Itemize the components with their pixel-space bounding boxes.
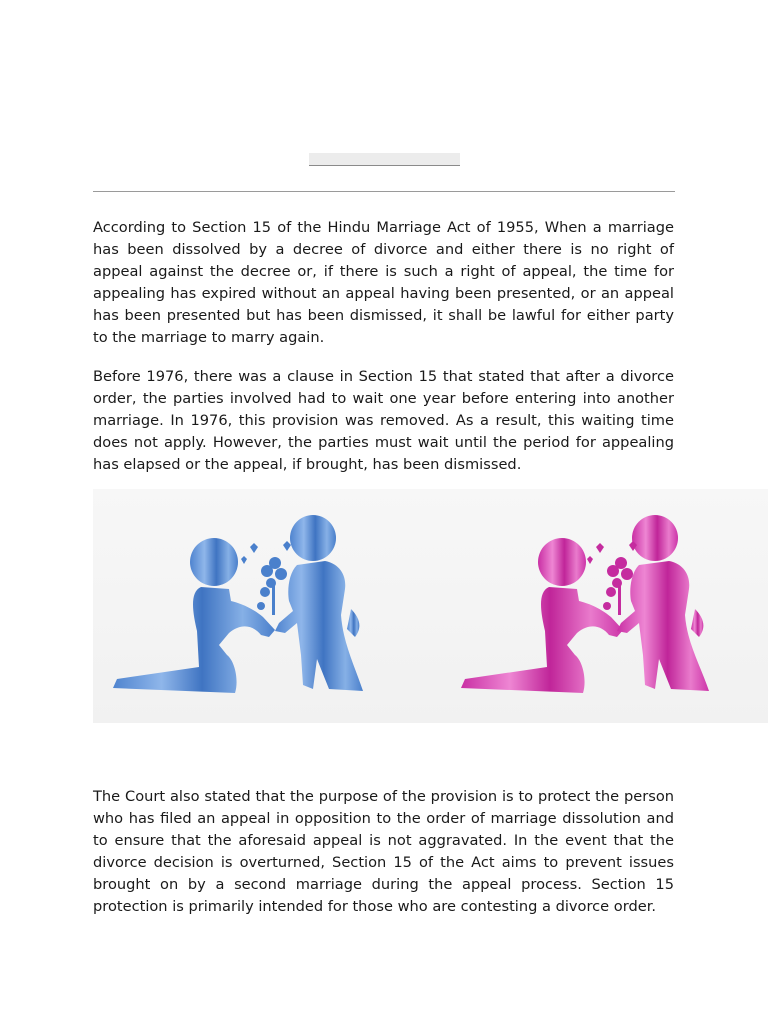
kneeling-couple-figure-blue xyxy=(113,515,363,693)
flower-bouquet-pink xyxy=(587,541,637,615)
paragraph-before-1976: Before 1976, there was a clause in Section 15 that stated that after a divorce order, the parties involved had to wait one year before entering into another marriage. In 1976, this provision was removed. As a result, this waiting time does not apply. However, the parties must wait until the period for appealing has elapsed or the appeal, if brought, has been dismissed. xyxy=(93,368,674,473)
paragraph-court-purpose: The Court also stated that the purpose of the provision is to protect the person who has filed an appeal in opposition to the order of marriage dissolution and to ensure that the aforesaid appeal is not aggravated. In the event that the divorce decision is overturned, Section 15 of the Act aims to prevent issues brought on by a second marriage during the appeal process. Section 15 protection is primarily intended for those who are contesting a divorce order. xyxy=(93,788,674,915)
paragraph-section-15-definition: According to Section 15 of the Hindu Marriage Act of 1955, When a marriage has been dissolved by a decree of divorce and either there is no right of appeal against the decree or, if there is such a right of appeal, the time for appealing has expired without an appeal having been presented, or an appeal has been presented but has been dismissed, it shall be lawful for either party to the marriage to marry again. xyxy=(93,219,674,346)
proposal-illustration xyxy=(93,489,768,723)
flower-bouquet-blue xyxy=(241,541,291,615)
kneeling-couple-figure-pink xyxy=(461,515,709,693)
horizontal-rule xyxy=(93,191,675,192)
title-placeholder-bar xyxy=(309,153,460,166)
